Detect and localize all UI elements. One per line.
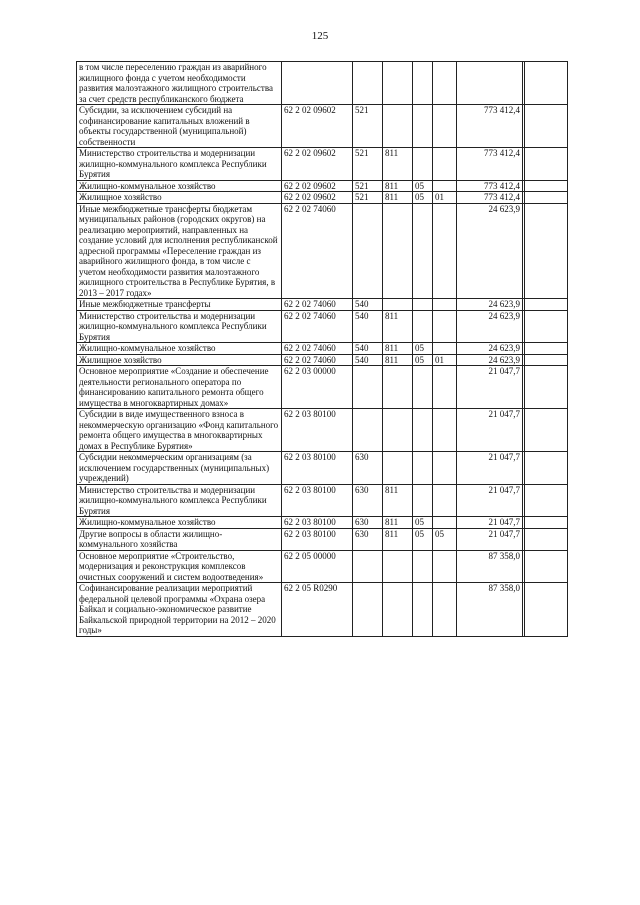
administrator-cell: 811	[383, 354, 413, 366]
subsection-cell	[433, 484, 457, 517]
item-name-cell: Другие вопросы в области жилищно-коммунального хозяйства	[77, 528, 282, 550]
subsection-cell	[433, 409, 457, 452]
administrator-cell: 811	[383, 148, 413, 181]
amount-cell: 21 047,7	[457, 528, 523, 550]
item-name-cell: в том числе переселению граждан из аварийного жилищного фонда с учетом необходимости развития малоэтажного жилищного строительства за счет средств республиканского бюджета	[77, 62, 282, 105]
administrator-cell: 811	[383, 343, 413, 355]
amount-cell: 24 623,9	[457, 343, 523, 355]
table-body	[77, 62, 568, 637]
table-row	[77, 310, 568, 343]
expense-type-cell: 521	[353, 180, 383, 192]
subsection-cell	[433, 299, 457, 311]
item-name-cell: Иные межбюджетные трансферты	[77, 299, 282, 311]
target-article-cell: 62 2 05 00000	[282, 550, 353, 583]
extra-empty-cell	[525, 517, 568, 529]
item-name-cell: Субсидии в виде имущественного взноса в некоммерческую организацию «Фонд капитального ремонта общего имущества в многоквартирных домах в Республике Бурятия»	[77, 409, 282, 452]
amount-cell: 773 412,4	[457, 105, 523, 148]
administrator-cell: 811	[383, 484, 413, 517]
extra-empty-cell	[525, 310, 568, 343]
extra-empty-cell	[525, 343, 568, 355]
subsection-cell	[433, 517, 457, 529]
subsection-cell	[433, 550, 457, 583]
amount-cell: 21 047,7	[457, 484, 523, 517]
section-cell	[413, 484, 433, 517]
section-cell	[413, 409, 433, 452]
extra-empty-cell	[525, 452, 568, 485]
extra-empty-cell	[525, 409, 568, 452]
target-article-cell: 62 2 02 09602	[282, 180, 353, 192]
amount-cell: 773 412,4	[457, 148, 523, 181]
section-cell	[413, 452, 433, 485]
item-name-cell: Жилищное хозяйство	[77, 354, 282, 366]
subsection-cell	[433, 203, 457, 299]
administrator-cell	[383, 299, 413, 311]
item-name-cell: Софинансирование реализации мероприятий федеральной целевой программы «Охрана озера Байкал и социально-экономическое развитие Байкальской природной территории на 2012 – 2020 годы»	[77, 583, 282, 637]
administrator-cell: 811	[383, 528, 413, 550]
expense-type-cell: 540	[353, 299, 383, 311]
table-row	[77, 343, 568, 355]
extra-empty-cell	[525, 203, 568, 299]
extra-empty-cell	[525, 148, 568, 181]
subsection-cell	[433, 148, 457, 181]
section-cell: 05	[413, 343, 433, 355]
extra-empty-cell	[525, 105, 568, 148]
target-article-cell: 62 2 02 09602	[282, 105, 353, 148]
item-name-cell: Жилищно-коммунальное хозяйство	[77, 517, 282, 529]
subsection-cell: 05	[433, 528, 457, 550]
target-article-cell: 62 2 02 74060	[282, 343, 353, 355]
extra-empty-cell	[525, 583, 568, 637]
administrator-cell	[383, 583, 413, 637]
item-name-cell: Жилищно-коммунальное хозяйство	[77, 180, 282, 192]
amount-cell: 24 623,9	[457, 203, 523, 299]
target-article-cell: 62 2 03 00000	[282, 366, 353, 409]
table-row	[77, 62, 568, 105]
amount-cell	[457, 62, 523, 105]
page-number: 125	[311, 30, 329, 42]
amount-cell: 21 047,7	[457, 452, 523, 485]
extra-empty-cell	[525, 484, 568, 517]
expense-type-cell	[353, 409, 383, 452]
section-cell	[413, 62, 433, 105]
expense-type-cell	[353, 203, 383, 299]
extra-empty-cell	[525, 180, 568, 192]
administrator-cell: 811	[383, 310, 413, 343]
extra-empty-cell	[525, 192, 568, 204]
amount-cell: 24 623,9	[457, 299, 523, 311]
expense-type-cell: 540	[353, 343, 383, 355]
extra-empty-cell	[525, 299, 568, 311]
target-article-cell: 62 2 02 09602	[282, 148, 353, 181]
item-name-cell: Министерство строительства и модернизации жилищно-коммунального комплекса Республики Бурятия	[77, 148, 282, 181]
subsection-cell	[433, 343, 457, 355]
item-name-cell: Субсидии некоммерческим организациям (за исключением государственных (муниципальных) учреждений)	[77, 452, 282, 485]
extra-empty-cell	[525, 354, 568, 366]
subsection-cell	[433, 583, 457, 637]
administrator-cell	[383, 366, 413, 409]
table-row	[77, 180, 568, 192]
item-name-cell: Министерство строительства и модернизации жилищно-коммунального комплекса Республики Бурятия	[77, 310, 282, 343]
table-row	[77, 354, 568, 366]
amount-cell: 87 358,0	[457, 583, 523, 637]
expense-type-cell	[353, 366, 383, 409]
administrator-cell: 811	[383, 180, 413, 192]
expense-type-cell	[353, 62, 383, 105]
table-row	[77, 583, 568, 637]
target-article-cell: 62 2 02 09602	[282, 192, 353, 204]
expense-type-cell: 630	[353, 528, 383, 550]
extra-empty-cell	[525, 366, 568, 409]
target-article-cell: 62 2 03 80100	[282, 409, 353, 452]
table-row	[77, 517, 568, 529]
item-name-cell: Иные межбюджетные трансферты бюджетам муниципальных районов (городских округов) на реализацию мероприятий, направленных на создание условий для исполнения республиканской адресной программы «Переселение граждан из аварийного жилищного фонда, в том числе с учетом необходимости развития малоэтажного жилищного строительства в Республике Бурятия, в 2013 – 2017 годах»	[77, 203, 282, 299]
target-article-cell: 62 2 02 74060	[282, 310, 353, 343]
table-row	[77, 105, 568, 148]
item-name-cell: Жилищное хозяйство	[77, 192, 282, 204]
section-cell	[413, 105, 433, 148]
administrator-cell	[383, 62, 413, 105]
amount-cell: 21 047,7	[457, 366, 523, 409]
administrator-cell	[383, 409, 413, 452]
budget-table	[76, 61, 568, 637]
item-name-cell: Субсидии, за исключением субсидий на софинансирование капитальных вложений в объекты государственной (муниципальной) собственности	[77, 105, 282, 148]
target-article-cell: 62 2 02 74060	[282, 354, 353, 366]
amount-cell: 87 358,0	[457, 550, 523, 583]
target-article-cell: 62 2 05 R0290	[282, 583, 353, 637]
table-row	[77, 148, 568, 181]
item-name-cell: Жилищно-коммунальное хозяйство	[77, 343, 282, 355]
table-row	[77, 550, 568, 583]
table-row	[77, 528, 568, 550]
target-article-cell: 62 2 02 74060	[282, 299, 353, 311]
amount-cell: 773 412,4	[457, 180, 523, 192]
expense-type-cell: 521	[353, 192, 383, 204]
target-article-cell: 62 2 03 80100	[282, 517, 353, 529]
administrator-cell	[383, 452, 413, 485]
expense-type-cell: 540	[353, 310, 383, 343]
expense-type-cell	[353, 583, 383, 637]
subsection-cell: 01	[433, 192, 457, 204]
section-cell	[413, 203, 433, 299]
expense-type-cell: 521	[353, 148, 383, 181]
section-cell: 05	[413, 517, 433, 529]
subsection-cell	[433, 180, 457, 192]
administrator-cell	[383, 105, 413, 148]
table-row	[77, 409, 568, 452]
extra-empty-cell	[525, 62, 568, 105]
extra-empty-cell	[525, 550, 568, 583]
amount-cell: 24 623,9	[457, 310, 523, 343]
item-name-cell: Министерство строительства и модернизации жилищно-коммунального комплекса Республики Бурятия	[77, 484, 282, 517]
item-name-cell: Основное мероприятие «Создание и обеспечение деятельности регионального оператора по финансированию капитального ремонта общего имущества в многоквартирных домах»	[77, 366, 282, 409]
section-cell	[413, 550, 433, 583]
subsection-cell	[433, 452, 457, 485]
expense-type-cell: 630	[353, 484, 383, 517]
target-article-cell: 62 2 03 80100	[282, 452, 353, 485]
section-cell	[413, 299, 433, 311]
section-cell: 05	[413, 528, 433, 550]
table-row	[77, 452, 568, 485]
target-article-cell	[282, 62, 353, 105]
administrator-cell	[383, 203, 413, 299]
extra-empty-cell	[525, 528, 568, 550]
section-cell	[413, 583, 433, 637]
amount-cell: 21 047,7	[457, 517, 523, 529]
amount-cell: 24 623,9	[457, 354, 523, 366]
subsection-cell	[433, 366, 457, 409]
expense-type-cell: 521	[353, 105, 383, 148]
target-article-cell: 62 2 03 80100	[282, 484, 353, 517]
section-cell	[413, 366, 433, 409]
subsection-cell	[433, 62, 457, 105]
target-article-cell: 62 2 02 74060	[282, 203, 353, 299]
subsection-cell: 01	[433, 354, 457, 366]
table-row	[77, 203, 568, 299]
administrator-cell	[383, 550, 413, 583]
target-article-cell: 62 2 03 80100	[282, 528, 353, 550]
subsection-cell	[433, 310, 457, 343]
section-cell: 05	[413, 354, 433, 366]
subsection-cell	[433, 105, 457, 148]
expense-type-cell: 630	[353, 517, 383, 529]
expense-type-cell: 540	[353, 354, 383, 366]
section-cell	[413, 310, 433, 343]
amount-cell: 773 412,4	[457, 192, 523, 204]
section-cell	[413, 148, 433, 181]
amount-cell: 21 047,7	[457, 409, 523, 452]
table-row	[77, 484, 568, 517]
table-row	[77, 299, 568, 311]
table-row	[77, 366, 568, 409]
expense-type-cell: 630	[353, 452, 383, 485]
administrator-cell: 811	[383, 192, 413, 204]
administrator-cell: 811	[383, 517, 413, 529]
item-name-cell: Основное мероприятие «Строительство, модернизация и реконструкция комплексов очистных сооружений и систем водоотведения»	[77, 550, 282, 583]
section-cell: 05	[413, 192, 433, 204]
expense-type-cell	[353, 550, 383, 583]
section-cell: 05	[413, 180, 433, 192]
table-row	[77, 192, 568, 204]
